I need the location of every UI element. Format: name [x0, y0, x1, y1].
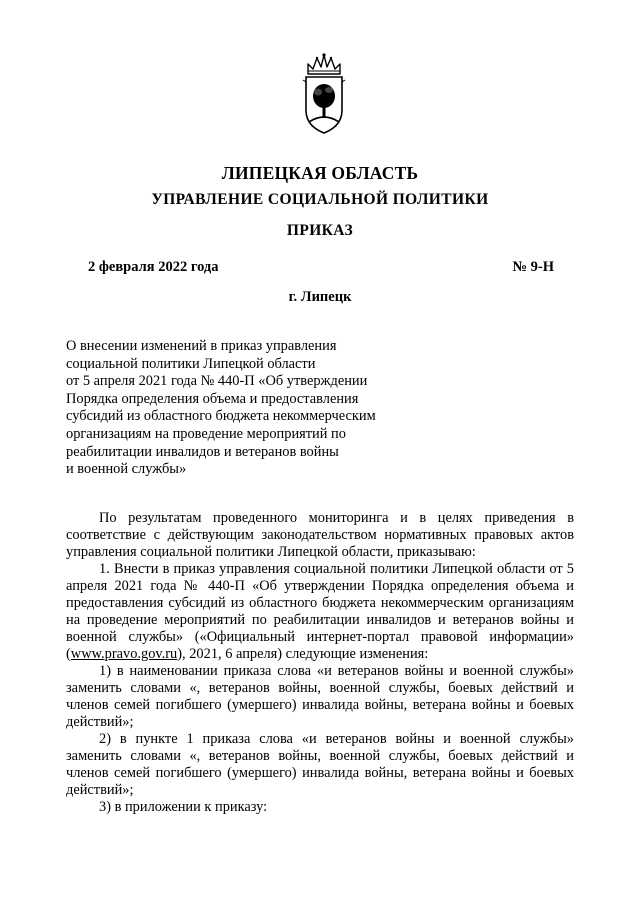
pravo-gov-link[interactable]: www.pravo.gov.ru: [70, 646, 178, 662]
subitem-3-paragraph: 3) в приложении к приказу:: [99, 799, 268, 815]
item-1-paragraph: [66, 561, 574, 663]
subject-line: Порядка определения объема и предоставления: [66, 390, 359, 407]
subject-line: реабилитации инвалидов и ветеранов войны: [66, 443, 339, 460]
coat-of-arms-icon: [301, 52, 347, 136]
document-body: [66, 510, 574, 816]
subject-line: О внесении изменений в приказ управления: [66, 338, 337, 354]
document-subject: [66, 338, 406, 479]
document-number: № 9-Н: [512, 259, 554, 275]
subject-line: от 5 апреля 2021 года № 440-П «Об утверждении: [66, 373, 368, 390]
document-city: г. Липецк: [288, 289, 352, 305]
subitem-1-paragraph: 1) в наименовании приказа слова «и ветеранов войны и военной службы» заменить словами «, ветеранов войны, военной службы, боевых действий и членов семей погибшего (умершего) инвалида войны, ветерана войны и боевых действий»;: [66, 663, 574, 730]
document-date: 2 февраля 2022 года: [88, 259, 219, 275]
subitem-2-paragraph: 2) в пункте 1 приказа слова «и ветеранов войны и военной службы» заменить словами «, ветеранов войны, военной службы, боевых действий и членов семей погибшего (умершего) инвалида войны, ветерана войны и боевых действий»;: [66, 731, 574, 798]
department-title: УПРАВЛЕНИЕ СОЦИАЛЬНОЙ ПОЛИТИКИ: [151, 191, 489, 208]
subject-line: социальной политики Липецкой области: [66, 355, 316, 372]
region-title: ЛИПЕЦКАЯ ОБЛАСТЬ: [221, 163, 419, 183]
subject-line: и военной службы»: [66, 461, 187, 478]
document-type: ПРИКАЗ: [286, 222, 354, 239]
subject-line: организациям на проведение мероприятий по: [66, 425, 346, 442]
item-1-text: 1. Внести в приказ управления социальной политики Липецкой области от 5 апреля 2021 года № 440-П «Об утверждении Порядка определения объема и предоставления субсидий из областного бюджета некоммерческим организациям на проведение мероприятий по реабилитации инвалидов и ветеранов войны и военной службы» («Официальный интернет-портал правовой информации» (: [66, 561, 574, 662]
item-1-text-end: ), 2021, 6 апреля) следующие изменения:: [177, 646, 429, 662]
subject-line: субсидий из областного бюджета некоммерческим: [66, 408, 376, 425]
preamble-paragraph: По результатам проведенного мониторинга и в целях приведения в соответствие с действующим законодательством нормативных правовых актов управления социальной политики Липецкой области, приказываю:: [66, 510, 574, 560]
